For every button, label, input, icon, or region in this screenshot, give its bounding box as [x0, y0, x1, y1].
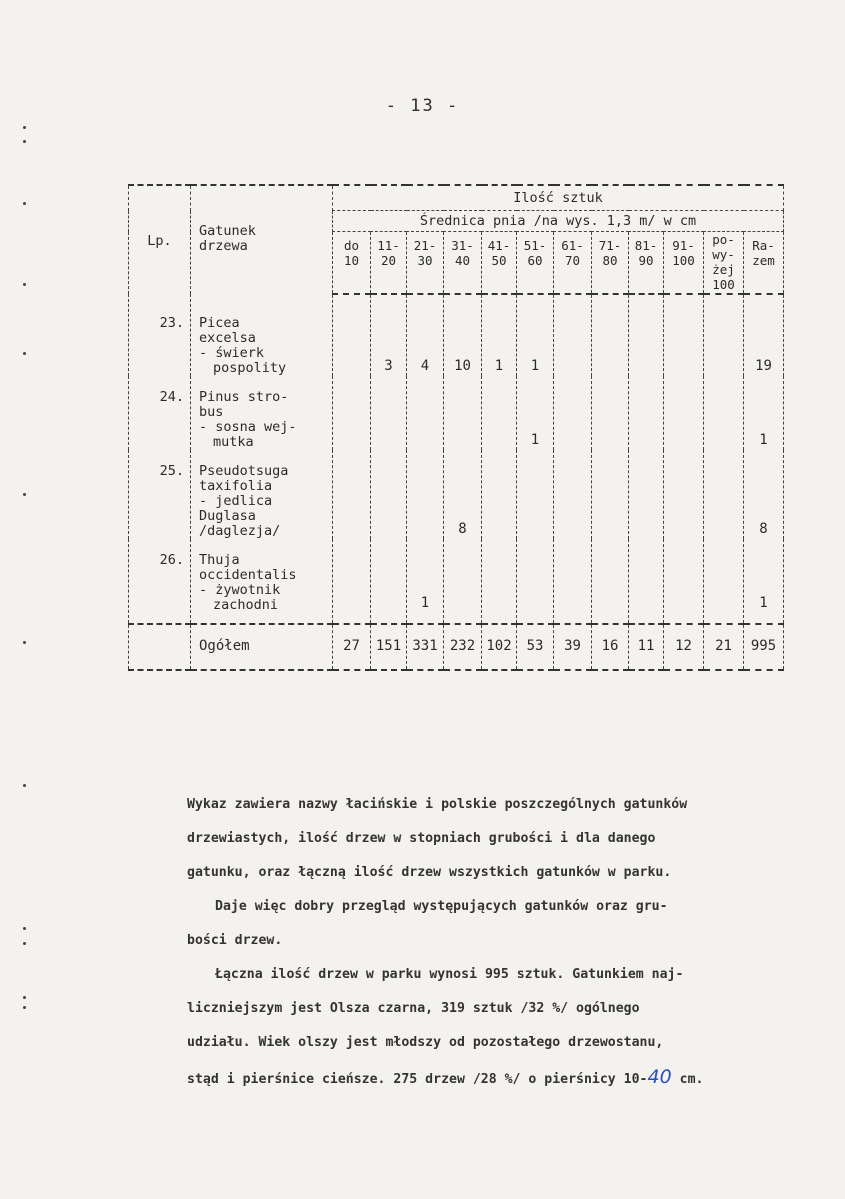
handwritten-correction: 40 [647, 1066, 672, 1088]
text-line: udziału. Wiek olszy jest młodszy od pozostałego drzewostanu, [187, 1035, 664, 1050]
margin-dot [23, 493, 26, 496]
margin-dot [23, 1006, 26, 1009]
cell-value: 4 [407, 294, 444, 376]
text-line: drzewiastych, ilość drzew w stopniach grubości i dla danego [187, 831, 656, 846]
total-row [129, 624, 784, 670]
table-row [129, 539, 784, 624]
row-species: Picea excelsa - świerk pospolity [191, 294, 333, 376]
cell-value: 1 [517, 294, 554, 376]
text-line: Wykaz zawiera nazwy łacińskie i polskie poszczególnych gatunków [187, 797, 688, 812]
total-value: 39 [554, 624, 592, 670]
cell-value [704, 294, 744, 376]
text-line: bości drzew. [187, 933, 283, 948]
table-row [129, 294, 784, 376]
text-line: Daje więc dobry przegląd występujących gatunków oraz gru- [215, 899, 668, 914]
text-line-end: cm. [671, 1072, 704, 1087]
cell-value [333, 450, 371, 539]
total-value: 27 [333, 624, 371, 670]
text-line: gatunku, oraz łączną ilość drzew wszystkich gatunków w parku. [187, 865, 672, 880]
header-species-line: Gatunek [199, 223, 256, 239]
cell-value [517, 539, 554, 624]
total-value: 21 [704, 624, 744, 670]
header-quantity: Ilość sztuk [333, 185, 784, 211]
cell-value: 3 [371, 294, 407, 376]
col-header: 41- 50 [482, 232, 517, 294]
margin-dot [23, 927, 26, 930]
cell-value [407, 376, 444, 450]
table-row [129, 450, 784, 539]
cell-value [333, 539, 371, 624]
cell-value [482, 539, 517, 624]
cell-value: 1 [407, 539, 444, 624]
text-line-start: stąd i pierśnice cieńsze. 275 drzew /28 %/ o pierśnicy 10- [187, 1072, 648, 1087]
page-number: - 13 - [385, 96, 460, 116]
total-lp [129, 624, 191, 670]
cell-value [482, 376, 517, 450]
margin-dot [23, 140, 26, 143]
col-header: po- wy- żej 100 [704, 232, 744, 294]
total-label: Ogółem [191, 624, 333, 670]
header-lp: Lp. [129, 185, 191, 294]
margin-dot [23, 784, 26, 787]
cell-value [554, 539, 592, 624]
col-header: 71- 80 [592, 232, 629, 294]
cell-value [517, 450, 554, 539]
cell-value [629, 376, 664, 450]
cell-value [704, 376, 744, 450]
total-value: 16 [592, 624, 629, 670]
header-row-1 [129, 185, 784, 211]
cell-value [554, 376, 592, 450]
row-lp: 23. [129, 294, 191, 376]
row-lp: 24. [129, 376, 191, 450]
header-species-line: drzewa [199, 238, 248, 254]
grand-total: 995 [744, 624, 784, 670]
cell-value [482, 450, 517, 539]
cell-value [333, 294, 371, 376]
cell-value [407, 450, 444, 539]
margin-dot [23, 996, 26, 999]
margin-dot [23, 641, 26, 644]
margin-dot [23, 352, 26, 355]
col-header: 31- 40 [444, 232, 482, 294]
col-header: 81- 90 [629, 232, 664, 294]
cell-value [592, 539, 629, 624]
total-value: 232 [444, 624, 482, 670]
cell-value [664, 450, 704, 539]
cell-value [704, 539, 744, 624]
cell-value [704, 450, 744, 539]
row-species: Thuja occidentalis - żywotnik zachodni [191, 539, 333, 624]
col-header: 21- 30 [407, 232, 444, 294]
cell-total: 1 [744, 539, 784, 624]
cell-value [371, 376, 407, 450]
col-header: 11- 20 [371, 232, 407, 294]
cell-value [629, 294, 664, 376]
col-header: 91- 100 [664, 232, 704, 294]
row-lp: 26. [129, 539, 191, 624]
row-species: Pseudotsuga taxifolia - jedlica Duglasa /daglezja/ [191, 450, 333, 539]
body-text [187, 788, 827, 1097]
row-species: Pinus stro- bus - sosna wej- mutka [191, 376, 333, 450]
cell-total: 1 [744, 376, 784, 450]
row-lp: 25. [129, 450, 191, 539]
cell-value [664, 376, 704, 450]
cell-value [592, 376, 629, 450]
margin-dot [23, 283, 26, 286]
header-diameter: Średnica pnia /na wys. 1,3 m/ w cm [333, 211, 784, 232]
total-value: 331 [407, 624, 444, 670]
cell-value [554, 294, 592, 376]
margin-dot [23, 126, 26, 129]
total-value: 53 [517, 624, 554, 670]
cell-value [664, 294, 704, 376]
col-header: 51- 60 [517, 232, 554, 294]
cell-value: 1 [482, 294, 517, 376]
col-header: do 10 [333, 232, 371, 294]
tree-species-table [128, 184, 784, 671]
text-line: liczniejszym jest Olsza czarna, 319 sztuk /32 %/ ogólnego [187, 1001, 640, 1016]
cell-value [333, 376, 371, 450]
text-line: Łączna ilość drzew w parku wynosi 995 sztuk. Gatunkiem naj- [215, 967, 684, 982]
margin-dot [23, 202, 26, 205]
header-species [191, 185, 333, 294]
col-header-total: Ra- zem [744, 232, 784, 294]
cell-value: 10 [444, 294, 482, 376]
cell-value [444, 539, 482, 624]
cell-value [554, 450, 592, 539]
total-value: 151 [371, 624, 407, 670]
cell-value: 8 [444, 450, 482, 539]
margin-dot [23, 942, 26, 945]
cell-total: 19 [744, 294, 784, 376]
cell-value: 1 [517, 376, 554, 450]
cell-value [629, 450, 664, 539]
table-row [129, 376, 784, 450]
cell-value [371, 539, 407, 624]
text-line-last [187, 1060, 827, 1097]
cell-total: 8 [744, 450, 784, 539]
cell-value [592, 450, 629, 539]
cell-value [592, 294, 629, 376]
total-value: 102 [482, 624, 517, 670]
cell-value [664, 539, 704, 624]
cell-value [444, 376, 482, 450]
total-value: 11 [629, 624, 664, 670]
cell-value [371, 450, 407, 539]
cell-value [629, 539, 664, 624]
total-value: 12 [664, 624, 704, 670]
col-header: 61- 70 [554, 232, 592, 294]
